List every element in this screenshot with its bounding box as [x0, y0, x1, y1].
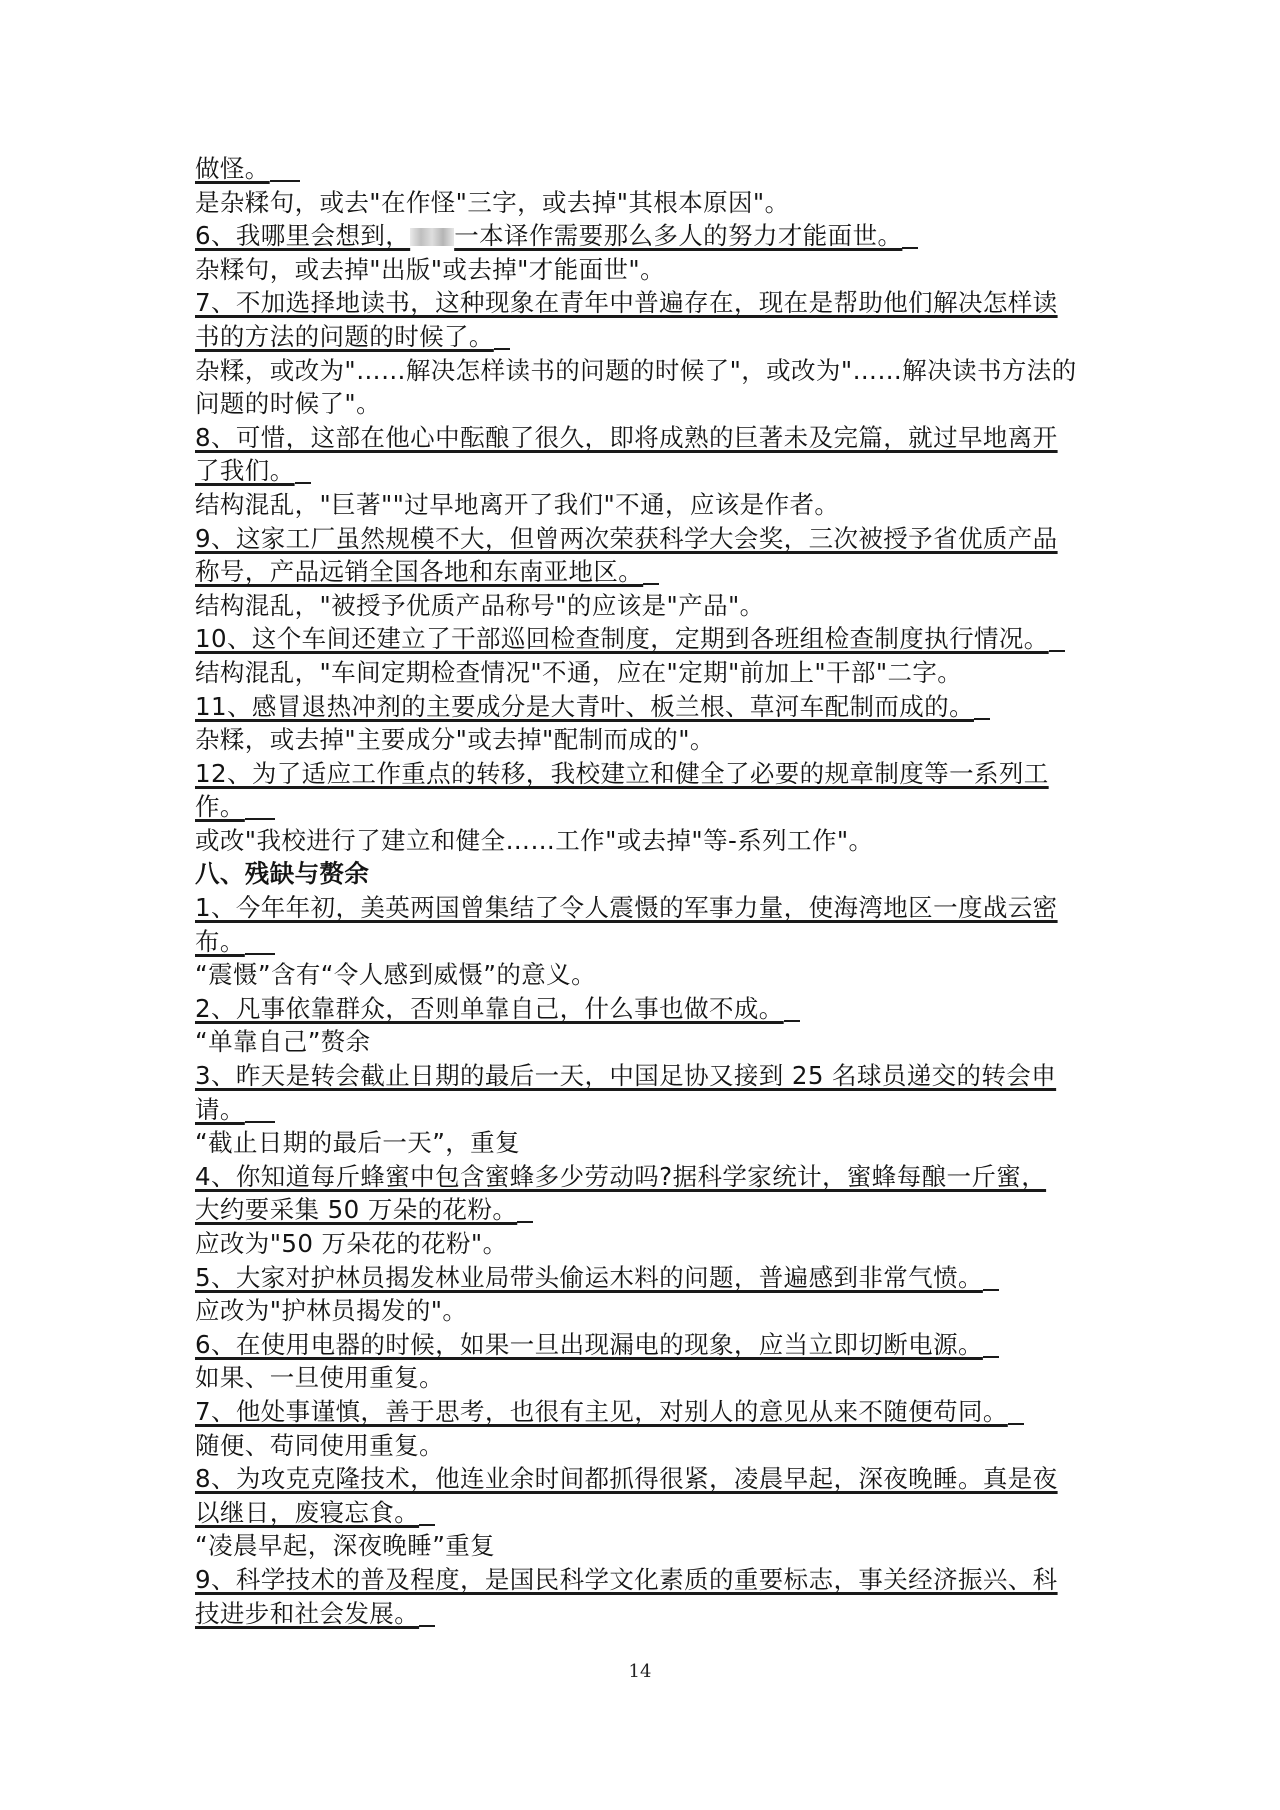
document-body [195, 152, 1095, 1630]
question-text: 了我们。 [195, 456, 295, 486]
question-line [195, 1193, 1095, 1227]
underline-tail [270, 156, 300, 182]
underline-tail [784, 996, 800, 1022]
question-text: 10、这个车间还建立了干部巡回检查制度，定期到各班组检查制度执行情况。 [195, 624, 1049, 654]
question-line [195, 757, 1095, 791]
underline-tail [1008, 1399, 1024, 1425]
answer-line: 结构混乱，"被授予优质产品称号"的应该是"产品"。 [195, 590, 765, 620]
underline-tail [1049, 626, 1065, 652]
question-line [195, 1462, 1095, 1496]
question-text: 请。 [195, 1094, 245, 1124]
question-text: 做怪。 [195, 154, 270, 183]
question-line [195, 286, 1095, 320]
question-text: 6、我哪里会想到， [195, 221, 411, 251]
question-text: 6、在使用电器的时候，如果一旦出现漏电的现象，应当立即切断电源。 [195, 1329, 983, 1359]
question-line [195, 1597, 1095, 1631]
underline-tail [295, 458, 311, 484]
question-line [195, 219, 1095, 253]
question-text: 以继日，废寝忘食。 [195, 1497, 420, 1527]
answer-line: “震慑”含有“令人感到威慑”的意义。 [195, 960, 596, 990]
question-text: 7、不加选择地读书，这种现象在青年中普遍存在，现在是帮助他们解决怎样读 [195, 288, 1058, 318]
question-text: 5、大家对护林员揭发林业局带头偷运木料的问题，普遍感到非常气愤。 [195, 1262, 983, 1292]
answer-line: 杂糅句，或去掉"出版"或去掉"才能面世"。 [195, 254, 665, 284]
answer-line: “单靠自己”赘余 [195, 1027, 371, 1057]
question-line [195, 152, 1095, 186]
question-line [195, 1395, 1095, 1429]
question-line [195, 555, 1095, 589]
question-text: 9、科学技术的普及程度，是国民科学文化素质的重要标志，事关经济振兴、科 [195, 1564, 1058, 1594]
question-text-continued: 一本译作需要那么多人的努力才能面世。 [454, 221, 903, 251]
question-text: 技进步和社会发展。 [195, 1598, 420, 1628]
answer-line: 杂糅，或去掉"主要成分"或去掉"配制而成的"。 [195, 725, 715, 755]
question-line [195, 1328, 1095, 1362]
question-line [195, 925, 1095, 959]
question-text: 称号，产品远销全国各地和东南亚地区。 [195, 557, 644, 587]
question-line [195, 320, 1095, 354]
underline-tail [983, 1265, 999, 1291]
question-line [195, 992, 1095, 1026]
question-text: 7、他处事谨慎，善于思考，也很有主见，对别人的意见从来不随便苟同。 [195, 1396, 1008, 1426]
question-line [195, 690, 1095, 724]
question-line [195, 1496, 1095, 1530]
question-line [195, 1261, 1095, 1295]
answer-line: 随便、苟同使用重复。 [195, 1430, 444, 1460]
page-number: 14 [628, 1661, 652, 1682]
underline-tail [902, 223, 918, 249]
underline-tail [974, 694, 990, 720]
answer-line: 结构混乱，"车间定期检查情况"不通，应在"定期"前加上"干部"二字。 [195, 657, 963, 687]
question-text: 8、为攻克克隆技术，他连业余时间都抓得很紧，凌晨早起，深夜晚睡。真是夜 [195, 1464, 1058, 1494]
question-text: 1、今年年初，美英两国曾集结了令人震慑的军事力量，使海湾地区一度战云密 [195, 893, 1058, 923]
question-line [195, 454, 1095, 488]
answer-line: 如果、一旦使用重复。 [195, 1363, 444, 1393]
question-line [195, 790, 1095, 824]
question-line [195, 622, 1095, 656]
answer-line: 结构混乱，"巨著""过早地离开了我们"不通，应该是作者。 [195, 489, 840, 519]
question-text: 布。 [195, 926, 245, 956]
question-text: 11、感冒退热冲剂的主要成分是大青叶、板兰根、草河车配制而成的。 [195, 691, 974, 721]
question-text: 2、凡事依靠群众，否则单靠自己，什么事也做不成。 [195, 993, 784, 1023]
answer-line: 杂糅，或改为"……解决怎样读书的问题的时候了"，或改为"……解决读书方法的 [195, 355, 1077, 385]
answer-line: 是杂糅句，或去"在作怪"三字，或去掉"其根本原因"。 [195, 187, 790, 217]
answer-line: 应改为"护林员揭发的"。 [195, 1296, 468, 1326]
question-line [195, 1059, 1095, 1093]
question-line [195, 1093, 1095, 1127]
question-text: 大约要采集 50 万朵的花粉。 [195, 1195, 518, 1225]
question-text: 9、这家工厂虽然规模不大，但曾两次荣获科学大会奖，三次被授予省优质产品 [195, 523, 1058, 553]
question-line [195, 891, 1095, 925]
underline-tail [517, 1197, 533, 1223]
underline-tail [419, 1601, 435, 1627]
answer-line: “凌晨早起，深夜晚睡”重复 [195, 1531, 496, 1561]
question-text: 8、可惜，这部在他心中酝酿了很久，即将成熟的巨著未及完篇，就过早地离开 [195, 422, 1058, 452]
question-line [195, 421, 1095, 455]
answer-line: 或改"我校进行了建立和健全……工作"或去掉"等-系列工作"。 [195, 825, 874, 855]
question-line [195, 1160, 1095, 1194]
section-heading: 八、残缺与赘余 [195, 859, 370, 889]
question-line [195, 1563, 1095, 1597]
answer-line: 应改为"50 万朵花的花粉"。 [195, 1229, 508, 1258]
answer-line: “截止日期的最后一天”，重复 [195, 1128, 520, 1158]
question-text: 12、为了适应工作重点的转移，我校建立和健全了必要的规章制度等一系列工 [195, 758, 1049, 788]
redaction-smudge [410, 228, 454, 246]
question-text: 4、你知道每斤蜂蜜中包含蜜蜂多少劳动吗?据科学家统计，蜜蜂每酿一斤蜜， [195, 1161, 1047, 1191]
question-text: 作。 [195, 792, 245, 822]
question-line [195, 522, 1095, 556]
underline-tail [245, 794, 275, 820]
underline-tail [643, 559, 659, 585]
underline-tail [983, 1332, 999, 1358]
answer-line: 问题的时候了"。 [195, 389, 381, 419]
question-text: 3、昨天是转会截止日期的最后一天，中国足协又接到 25 名球员递交的转会申 [195, 1061, 1057, 1091]
question-text: 书的方法的问题的时候了。 [195, 321, 494, 351]
underline-tail [245, 1097, 275, 1123]
underline-tail [494, 324, 510, 350]
underline-tail [419, 1500, 435, 1526]
underline-tail [245, 929, 275, 955]
